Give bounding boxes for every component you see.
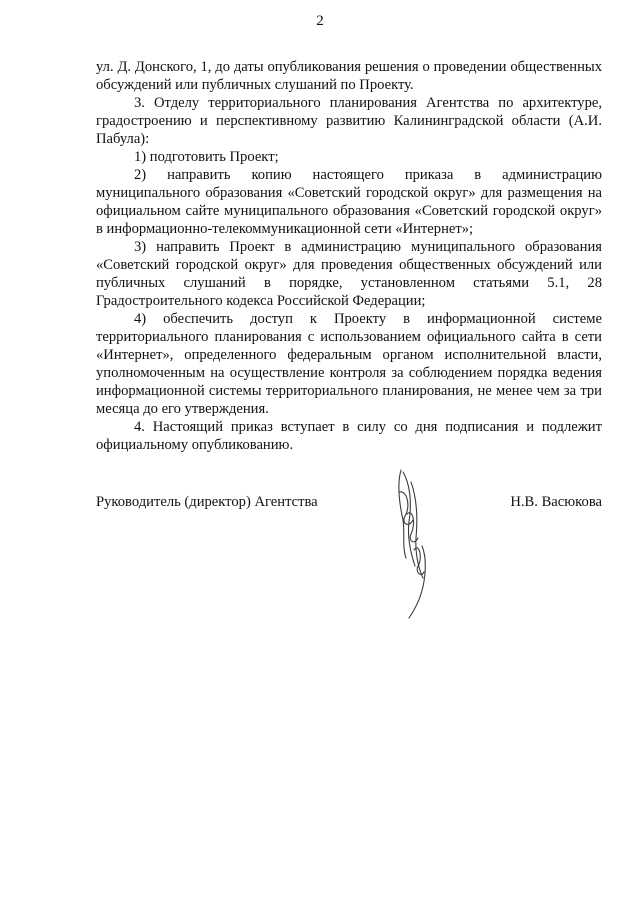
page-number: 2 [316, 13, 324, 29]
paragraph-subitem-3: 3) направить Проект в администрацию муниципального образования «Советский городской округ» для проведения общественных обсуждений или публичных слушаний в порядке, установленном статьями 5.1, 28 Градостроительного кодекса Российской Федерации; [96, 239, 602, 309]
handwritten-signature [383, 462, 443, 622]
paragraph-subitem-4: 4) обеспечить доступ к Проекту в информационной системе территориального планирования с использованием официального сайта в сети «Интернет», определенного федеральным органом исполнительной власти, уполномоченным на осуществление контроля за соблюдением порядка ведения информационной системы территориального планирования, не менее чем за три месяца до его утверждения. [96, 311, 602, 417]
paragraph-subitem-2: 2) направить копию настоящего приказа в администрацию муниципального образования «Советский городской округ» для размещения на официальном сайте муниципального образования «Советский городской округ» в информационно-телекоммуникационной сети «Интернет»; [96, 167, 602, 237]
paragraph-item-3: 3. Отделу территориального планирования Агентства по архитектуре, градостроению и перспективному развитию Калининградской области (А.И. Пабула): [96, 95, 602, 147]
signature-block [96, 493, 602, 517]
paragraph-subitem-1: 1) подготовить Проект; [134, 149, 279, 165]
signer-title: Руководитель (директор) Агентства [96, 494, 318, 510]
paragraph-address-continuation: ул. Д. Донского, 1, до даты опубликования решения о проведении общественных обсуждений или публичных слушаний по Проекту. [96, 59, 602, 93]
document-body [96, 58, 602, 454]
paragraph-item-4: 4. Настоящий приказ вступает в силу со дня подписания и подлежит официальному опубликованию. [96, 419, 602, 453]
signature-stroke [399, 470, 425, 618]
signer-name: Н.В. Васюкова [510, 494, 602, 510]
